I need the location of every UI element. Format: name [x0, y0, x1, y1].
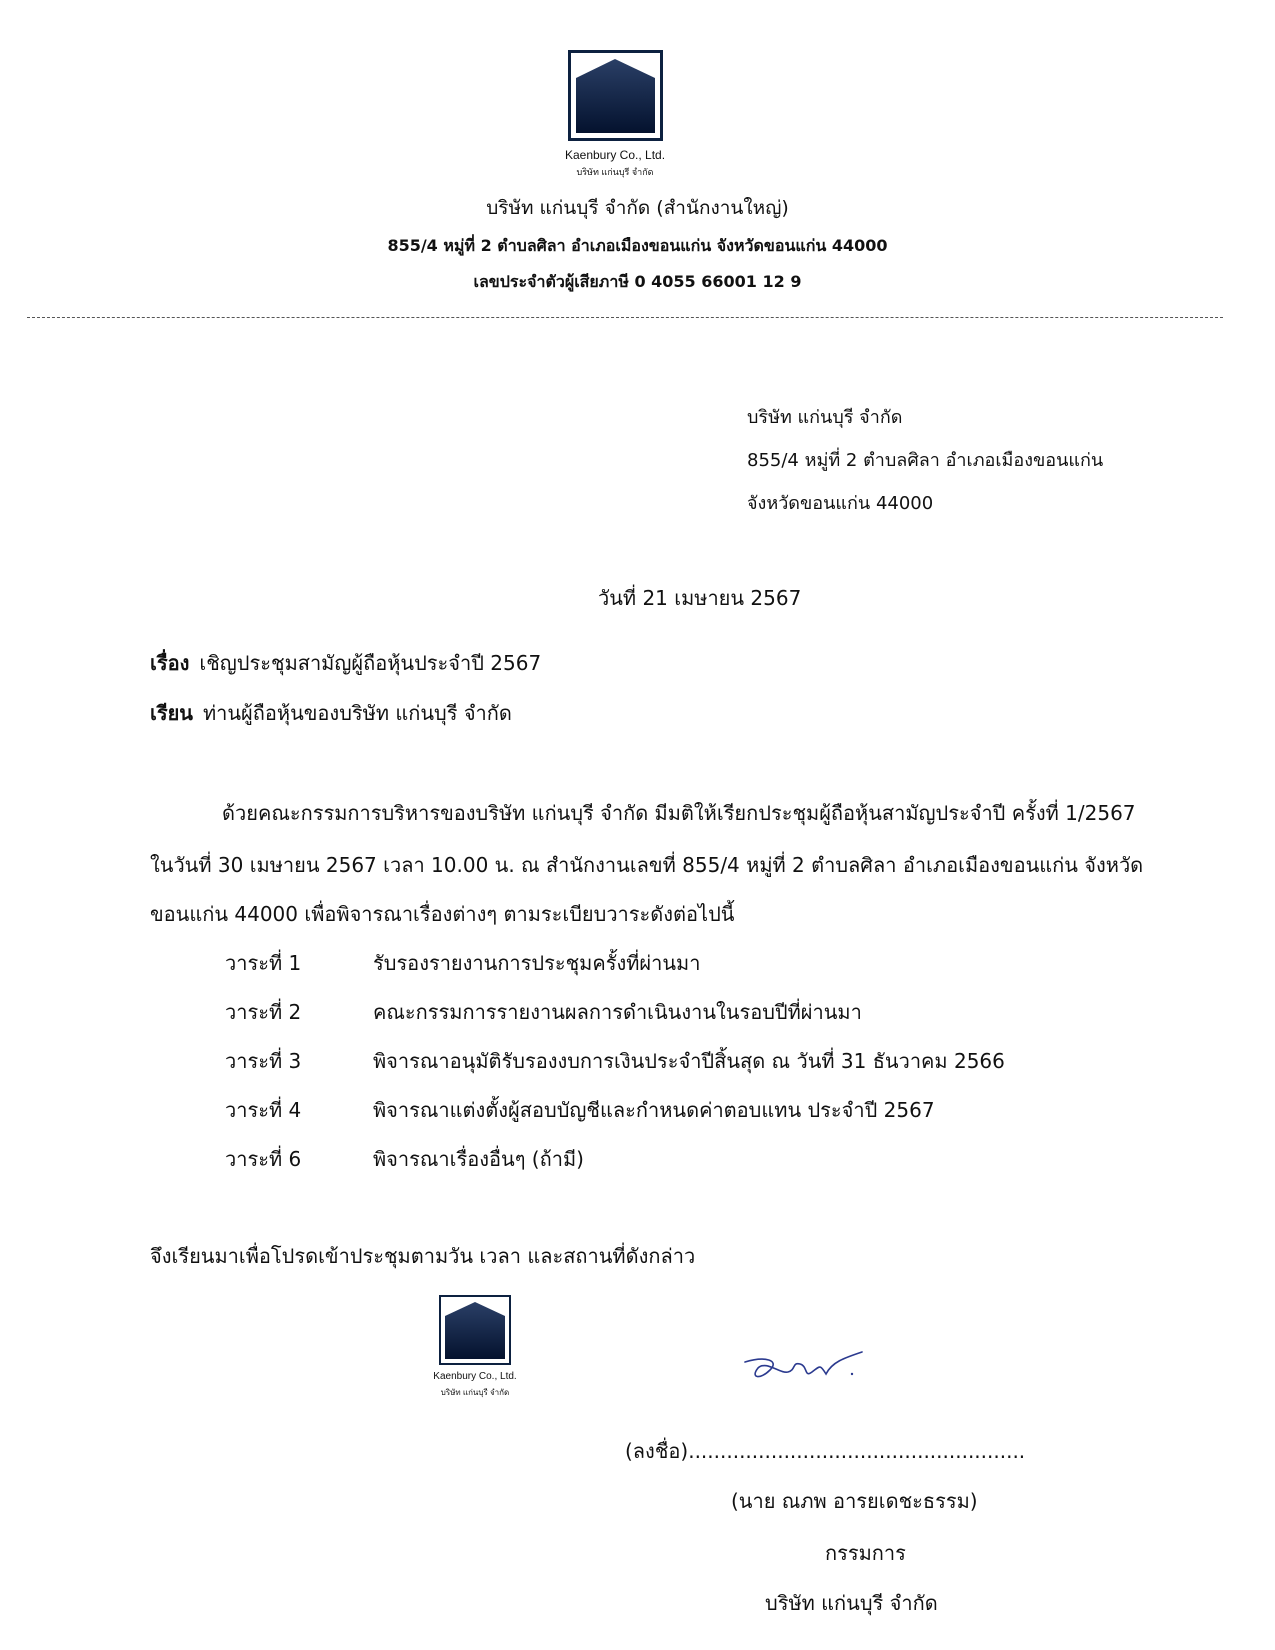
- closing-text: จึงเรียนมาเพื่อโปรดเข้าประชุมตามวัน เวลา และสถานที่ดังกล่าว: [150, 1244, 696, 1268]
- company-name: บริษัท แก่นบุรี จำกัด (สำนักงานใหญ่): [486, 197, 789, 219]
- recipient-text: ท่านผู้ถือหุ้นของบริษัท แก่นบุรี จำกัด: [202, 701, 512, 725]
- signature-icon: [740, 1350, 880, 1400]
- logo-caption-en: Kaenbury Co., Ltd.: [564, 148, 666, 162]
- sender-line-2: 855/4 หมู่ที่ 2 ตำบลศิลา อำเภอเมืองขอนแก่น: [747, 450, 1104, 471]
- agenda-number: วาระที่ 6: [225, 1147, 302, 1171]
- agenda-item: [225, 947, 700, 979]
- letter-date: วันที่ 21 เมษายน 2567: [598, 586, 802, 610]
- subject-label: เรื่อง: [150, 651, 190, 675]
- header-divider: [27, 317, 1223, 318]
- company-stamp-icon: [439, 1295, 511, 1365]
- agenda-item: [225, 996, 862, 1028]
- agenda-item: [225, 1045, 1005, 1077]
- signatory-company: บริษัท แก่นบุรี จำกัด: [765, 1591, 938, 1615]
- stamp-caption-th: บริษัท แก่นบุรี จำกัด: [440, 1388, 510, 1397]
- tax-id: เลขประจำตัวผู้เสียภาษี 0 4055 66001 12 9: [473, 272, 802, 291]
- body-line-1: ด้วยคณะกรรมการบริหารของบริษัท แก่นบุรี จำกัด มีมติให้เรียกประชุมผู้ถือหุ้นสามัญประจำปี ครั้งที่ 1/2567: [222, 801, 1136, 825]
- agenda-text: พิจารณาอนุมัติรับรองงบการเงินประจำปีสิ้นสุด ณ วันที่ 31 ธันวาคม 2566: [373, 1049, 1005, 1073]
- company-logo-icon: [568, 50, 663, 141]
- recipient-line: [150, 697, 512, 729]
- agenda-text: คณะกรรมการรายงานผลการดำเนินงานในรอบปีที่ผ่านมา: [373, 1000, 862, 1024]
- recipient-label: เรียน: [150, 701, 193, 725]
- company-address: 855/4 หมู่ที่ 2 ตำบลศิลา อำเภอเมืองขอนแก่น จังหวัดขอนแก่น 44000: [387, 236, 888, 255]
- agenda-text: พิจารณาแต่งตั้งผู้สอบบัญชีและกำหนดค่าตอบแทน ประจำปี 2567: [373, 1098, 935, 1122]
- subject-line: [150, 647, 541, 679]
- logo-caption-th: บริษัท แก่นบุรี จำกัด: [576, 167, 654, 177]
- agenda-number: วาระที่ 3: [225, 1049, 302, 1073]
- agenda-number: วาระที่ 1: [225, 951, 302, 975]
- agenda-item: [225, 1143, 584, 1175]
- signatory-position: กรรมการ: [825, 1541, 906, 1565]
- agenda-text: รับรองรายงานการประชุมครั้งที่ผ่านมา: [373, 951, 701, 975]
- body-line-2: ในวันที่ 30 เมษายน 2567 เวลา 10.00 น. ณ สำนักงานเลขที่ 855/4 หมู่ที่ 2 ตำบลศิลา อำเภอเมืองขอนแก่น จังหวัด: [150, 853, 1144, 877]
- sender-line-3: จังหวัดขอนแก่น 44000: [747, 493, 934, 514]
- sign-line: (ลงชื่อ).....................................................: [625, 1439, 1026, 1463]
- signatory-name: (นาย ณภพ อารยเดชะธรรม): [731, 1489, 978, 1513]
- body-line-3: ขอนแก่น 44000 เพื่อพิจารณาเรื่องต่างๆ ตามระเบียบวาระดังต่อไปนี้: [150, 902, 735, 926]
- stamp-caption-en: Kaenbury Co., Ltd.: [433, 1371, 517, 1382]
- subject-text: เชิญประชุมสามัญผู้ถือหุ้นประจำปี 2567: [199, 651, 542, 675]
- agenda-number: วาระที่ 2: [225, 1000, 302, 1024]
- agenda-item: [225, 1094, 935, 1126]
- agenda-number: วาระที่ 4: [225, 1098, 302, 1122]
- sender-line-1: บริษัท แก่นบุรี จำกัด: [747, 407, 903, 428]
- agenda-text: พิจารณาเรื่องอื่นๆ (ถ้ามี): [373, 1147, 584, 1171]
